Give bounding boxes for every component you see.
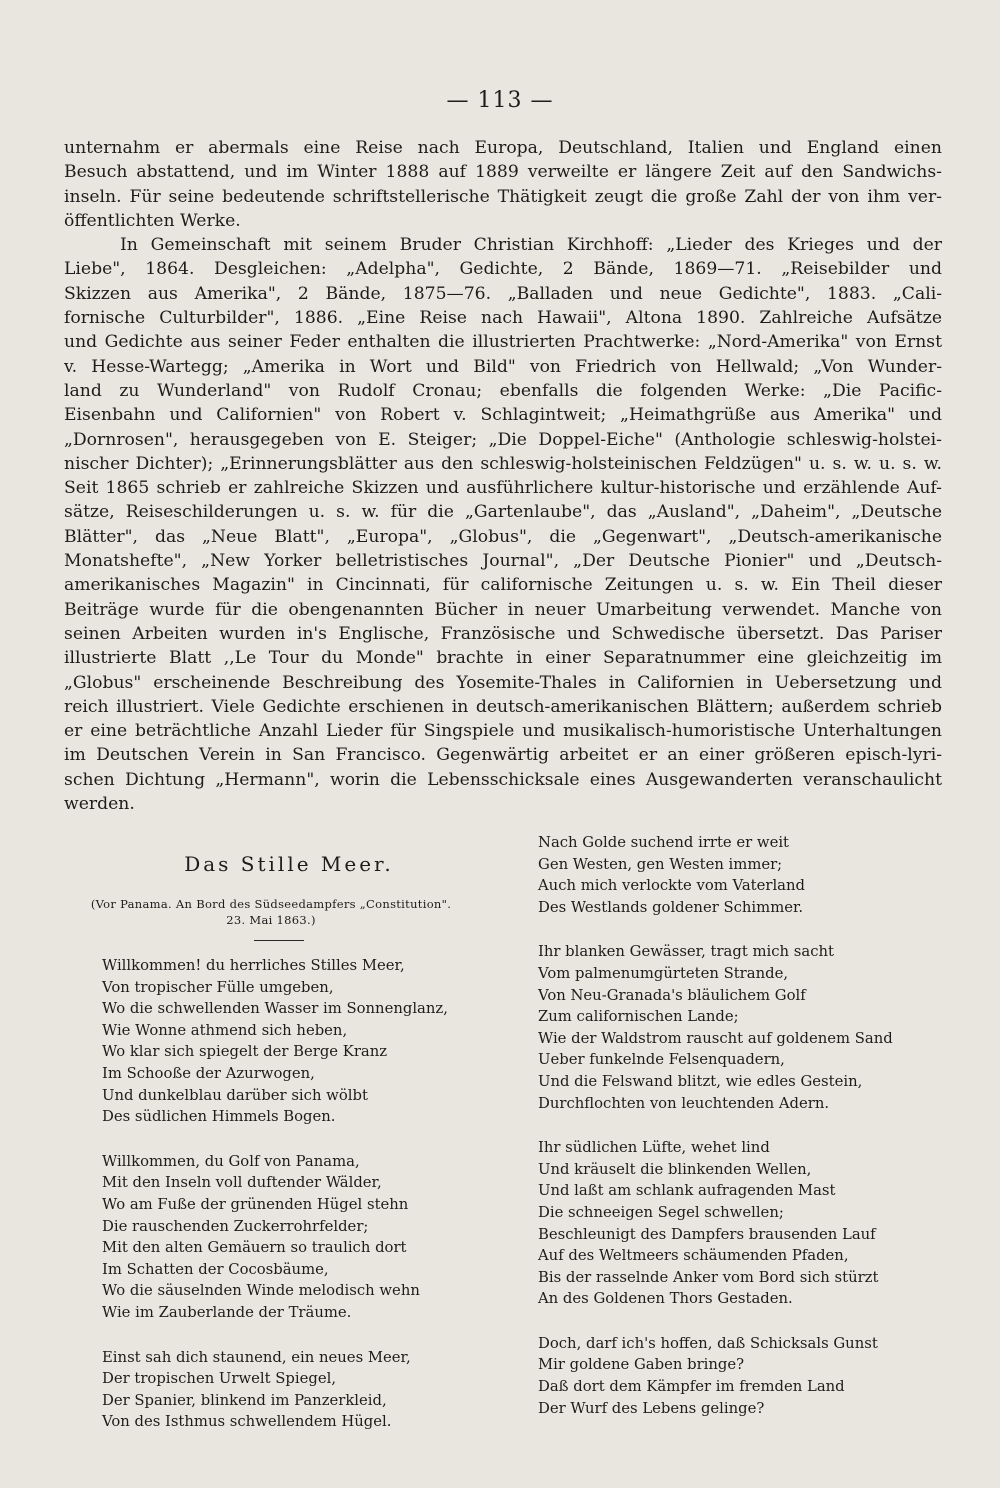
poem-stanza: [538, 1333, 938, 1419]
prose-line: im Deutschen Verein in San Francisco. Gegenwärtig arbeitet er an einer größeren episch-lyri-: [64, 745, 942, 766]
verse-line: Im Schatten der Cocosbäume,: [102, 1260, 329, 1278]
prose-line: illustrierte Blatt ,,Le Tour du Monde" brachte in einer Separatnummer eine gleichzeitig im: [64, 648, 942, 669]
verse-line: Die rauschenden Zuckerrohrfelder;: [102, 1217, 369, 1235]
verse-line: Mit den alten Gemäuern so traulich dort: [102, 1239, 407, 1257]
prose-line: Seit 1865 schrieb er zahlreiche Skizzen und ausführlichere kultur-historische und erzählende Auf-: [64, 478, 942, 499]
biography-paragraphs: [64, 136, 942, 816]
poem-stanza: [538, 1137, 938, 1310]
verse-line: Mir goldene Gaben bringe?: [538, 1356, 745, 1374]
verse-line: Der Spanier, blinkend im Panzerkleid,: [102, 1391, 387, 1409]
prose-line: er eine beträchtliche Anzahl Lieder für Singspiele und musikalisch-humoristische Unterhaltungen: [64, 721, 942, 742]
prose-line: Eisenbahn und Californien" von Robert v. Schlagintweit; „Heimathgrüße aus Amerika" und: [64, 405, 942, 426]
verse-line: Beschleunigt des Dampfers brausenden Lauf: [538, 1225, 876, 1243]
prose-line: „Dornrosen", herausgegeben von E. Steiger; „Die Doppel-Eiche" (Anthologie schleswig-holstei-: [64, 429, 942, 450]
poem-right-column: [538, 832, 938, 1442]
verse-line: Durchflochten von leuchtenden Adern.: [538, 1094, 830, 1112]
verse-line: Gen Westen, gen Westen immer;: [538, 855, 783, 873]
verse-line: Und kräuselt die blinkenden Wellen,: [538, 1160, 812, 1178]
poem-stanza: [538, 941, 938, 1114]
prose-line: v. Hesse-Wartegg; „Amerika in Wort und Bild" von Friedrich von Hellwald; „Von Wunder-: [64, 356, 942, 377]
page-number: — 113 —: [446, 88, 554, 113]
prose-line: werden.: [64, 794, 135, 815]
prose-line: und Gedichte aus seiner Feder enthalten die illustrierten Prachtwerke: „Nord-Amerika" von Ernst: [64, 332, 942, 353]
verse-line: Vom palmenumgürteten Strande,: [538, 964, 789, 982]
verse-line: Und laßt am schlank aufragenden Mast: [538, 1182, 836, 1200]
prose-line: amerikanisches Magazin" in Cincinnati, für californische Zeitungen u. s. w. Ein Theil dieser: [64, 575, 942, 596]
prose-line: inseln. Für seine bedeutende schriftstellerische Thätigkeit zeugt die große Zahl der von ihm ver-: [64, 186, 942, 207]
verse-line: Auch mich verlockte vom Vaterland: [538, 877, 805, 895]
prose-line: Monatshefte", „New Yorker belletristisches Journal", „Der Deutsche Pionier" und „Deutsch-: [64, 551, 942, 572]
verse-line: Wo die schwellenden Wasser im Sonnenglanz,: [102, 1000, 448, 1018]
verse-line: Auf des Weltmeers schäumenden Pfaden,: [538, 1247, 849, 1265]
verse-line: Zum californischen Lande;: [538, 1008, 739, 1026]
verse-line: Von des Isthmus schwellendem Hügel.: [102, 1413, 392, 1431]
prose-line: öffentlichten Werke.: [64, 210, 241, 231]
prose-line: fornische Culturbilder", 1886. „Eine Reise nach Hawaii", Altona 1890. Zahlreiche Aufsätze: [64, 308, 942, 329]
prose-line: Beiträge wurde für die obengenannten Bücher in neuer Umarbeitung verwendet. Manche von: [64, 599, 942, 620]
poem-stanza: [64, 1151, 478, 1324]
verse-line: Im Schooße der Azurwogen,: [102, 1064, 315, 1082]
verse-line: Nach Golde suchend irrte er weit: [538, 834, 790, 851]
verse-line: Der tropischen Urwelt Spiegel,: [102, 1370, 337, 1388]
verse-line: Des südlichen Himmels Bogen.: [102, 1108, 336, 1126]
verse-line: Die schneeigen Segel schwellen;: [538, 1203, 784, 1221]
verse-line: Wo die säuselnden Winde melodisch wehn: [102, 1282, 420, 1300]
poem-left-column: [64, 852, 478, 1456]
verse-line: Wie Wonne athmend sich heben,: [102, 1021, 348, 1039]
verse-line: Wie der Waldstrom rauscht auf goldenem Sand: [538, 1029, 893, 1047]
poem-stanza: [64, 955, 478, 1128]
verse-line: Bis der rasselnde Anker vom Bord sich stürzt: [538, 1268, 879, 1286]
verse-line: Der Wurf des Lebens gelinge?: [538, 1399, 765, 1417]
verse-line: Von Neu-Granada's bläulichem Golf: [538, 986, 806, 1004]
verse-line: Willkommen, du Golf von Panama,: [102, 1152, 360, 1170]
poem-title: Das Stille Meer.: [184, 852, 394, 876]
prose-line: Blätter", das „Neue Blatt", „Europa", „Globus", die „Gegenwart", „Deutsch-amerikanische: [64, 526, 942, 547]
verse-line: Wo klar sich spiegelt der Berge Kranz: [102, 1043, 388, 1061]
prose-line: „Globus" erscheinende Beschreibung des Yosemite-Thales in Californien in Uebersetzung und: [64, 672, 942, 693]
prose-line: schen Dichtung „Hermann", worin die Lebensschicksale eines Ausgewanderten veranschaulicht: [64, 769, 942, 790]
verse-line: Ihr blanken Gewässer, tragt mich sacht: [538, 943, 834, 961]
title-divider: [254, 940, 304, 941]
verse-line: Und dunkelblau darüber sich wölbt: [102, 1086, 368, 1104]
prose-line: In Gemeinschaft mit seinem Bruder Christian Kirchhoff: „Lieder des Krieges und der: [120, 235, 942, 256]
poem-stanza: [538, 832, 938, 918]
prose-line: land zu Wunderland" von Rudolf Cronau; ebenfalls die folgenden Werke: „Die Pacific-: [64, 380, 942, 401]
verse-line: An des Goldenen Thors Gestaden.: [538, 1290, 793, 1308]
prose-line: seinen Arbeiten wurden in's Englische, Französische und Schwedische übersetzt. Das Pariser: [64, 623, 942, 644]
prose-line: nischer Dichter); „Erinnerungsblätter aus den schleswig-holsteinischen Feldzügen" u. s. w. u. s. w.: [64, 453, 942, 474]
verse-line: Und die Felswand blitzt, wie edles Gestein,: [538, 1072, 863, 1090]
verse-line: Von tropischer Fülle umgeben,: [102, 978, 334, 996]
verse-line: Mit den Inseln voll duftender Wälder,: [102, 1174, 382, 1192]
verse-line: Daß dort dem Kämpfer im fremden Land: [538, 1378, 845, 1396]
verse-line: Doch, darf ich's hoffen, daß Schicksals Gunst: [538, 1334, 878, 1352]
prose-line: reich illustriert. Viele Gedichte erschienen in deutsch-amerikanischen Blättern; außerdem schrieb: [64, 696, 942, 717]
prose-line: Skizzen aus Amerika", 2 Bände, 1875—76. „Balladen und neue Gedichte", 1883. „Cali-: [64, 283, 942, 304]
prose-line: unternahm er abermals eine Reise nach Europa, Deutschland, Italien und England einen: [64, 138, 942, 158]
verse-line: Einst sah dich staunend, ein neues Meer,: [102, 1348, 411, 1366]
verse-line: Willkommen! du herrliches Stilles Meer,: [102, 957, 405, 974]
verse-line: Des Westlands goldener Schimmer.: [538, 898, 804, 916]
poem-subtitle-line: (Vor Panama. An Bord des Südseedampfers „Constitution".: [90, 897, 452, 911]
prose-line: Liebe", 1864. Desgleichen: „Adelpha", Gedichte, 2 Bände, 1869—71. „Reisebilder und: [64, 259, 942, 280]
verse-line: Wie im Zauberlande der Träume.: [102, 1303, 352, 1321]
prose-line: Besuch abstattend, und im Winter 1888 auf 1889 verweilte er längere Zeit auf den Sandwichs-: [64, 162, 942, 183]
verse-line: Wo am Fuße der grünenden Hügel stehn: [102, 1195, 409, 1213]
verse-line: Ihr südlichen Lüfte, wehet lind: [538, 1139, 770, 1157]
verse-line: Ueber funkelnde Felsenquadern,: [538, 1051, 785, 1069]
poem-subtitle-line: 23. Mai 1863.): [226, 913, 316, 927]
prose-line: sätze, Reiseschilderungen u. s. w. für die „Gartenlaube", das „Ausland", „Daheim", „Deutsche: [64, 502, 942, 523]
poem-stanza: [64, 1347, 478, 1433]
